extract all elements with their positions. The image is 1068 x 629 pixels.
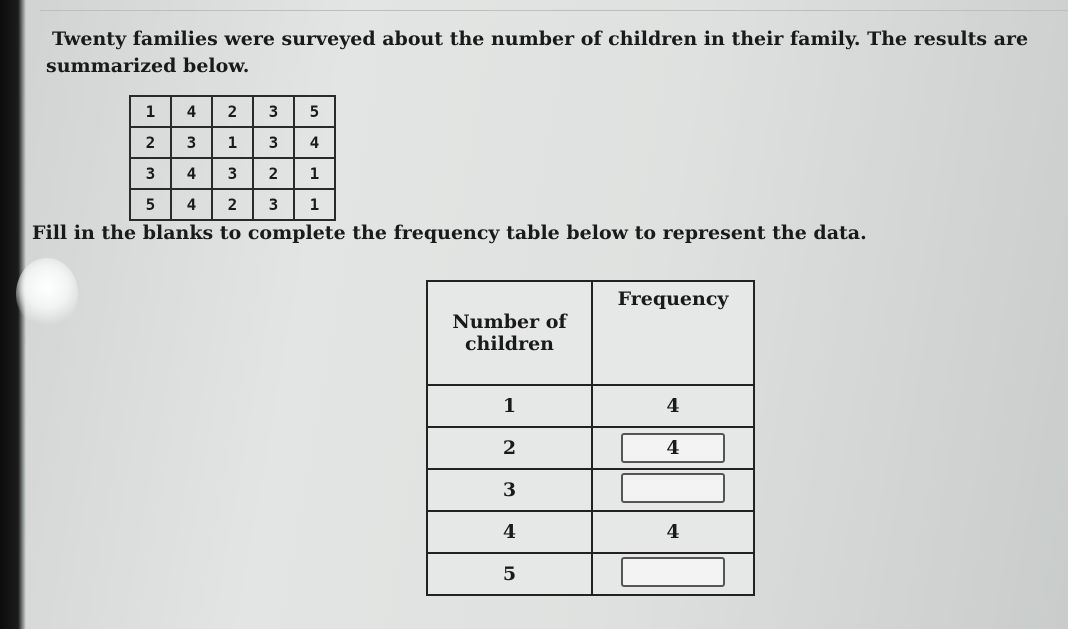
question-line-2: summarized below. [46, 55, 250, 77]
number-of-children-cell: 5 [427, 553, 592, 595]
survey-row [130, 189, 335, 220]
question-line-1: Twenty families were surveyed about the number of children in their family. The results are [52, 28, 1029, 50]
frequency-cell [592, 469, 754, 511]
survey-cell: 4 [171, 158, 212, 189]
header-number-of-children: Number of children [427, 281, 592, 385]
screen-glare [16, 258, 78, 330]
survey-cell: 5 [130, 189, 171, 220]
survey-cell: 2 [253, 158, 294, 189]
survey-cell: 4 [171, 189, 212, 220]
survey-cell: 2 [130, 127, 171, 158]
survey-row [130, 127, 335, 158]
frequency-cell: 4 [592, 385, 754, 427]
frequency-row [427, 511, 754, 553]
survey-cell: 3 [212, 158, 253, 189]
frequency-cell: 4 [592, 511, 754, 553]
frequency-cell [592, 427, 754, 469]
number-of-children-cell: 4 [427, 511, 592, 553]
survey-row [130, 96, 335, 127]
survey-cell: 3 [130, 158, 171, 189]
frequency-table [426, 280, 755, 596]
frequency-input-box[interactable] [621, 557, 725, 587]
frequency-input-box[interactable] [621, 473, 725, 503]
survey-data-table [129, 95, 336, 221]
instruction-text: Fill in the blanks to complete the frequency table below to represent the data. [32, 222, 867, 244]
survey-cell: 3 [253, 96, 294, 127]
frequency-row [427, 385, 754, 427]
survey-row [130, 158, 335, 189]
survey-cell: 3 [253, 189, 294, 220]
number-of-children-cell: 2 [427, 427, 592, 469]
survey-cell: 1 [294, 158, 335, 189]
frequency-table-header [427, 281, 754, 385]
survey-cell: 1 [130, 96, 171, 127]
number-of-children-cell: 3 [427, 469, 592, 511]
number-of-children-cell: 1 [427, 385, 592, 427]
survey-cell: 2 [212, 189, 253, 220]
frequency-cell [592, 553, 754, 595]
frequency-row [427, 553, 754, 595]
frequency-row [427, 469, 754, 511]
survey-cell: 4 [171, 96, 212, 127]
divider [40, 10, 1068, 11]
header-frequency: Frequency [592, 281, 754, 385]
survey-cell: 1 [212, 127, 253, 158]
survey-cell: 3 [253, 127, 294, 158]
survey-cell: 2 [212, 96, 253, 127]
survey-cell: 3 [171, 127, 212, 158]
survey-cell: 5 [294, 96, 335, 127]
frequency-row [427, 427, 754, 469]
survey-cell: 4 [294, 127, 335, 158]
frequency-input-box[interactable]: 4 [621, 433, 725, 463]
question-text [46, 26, 1062, 80]
survey-cell: 1 [294, 189, 335, 220]
